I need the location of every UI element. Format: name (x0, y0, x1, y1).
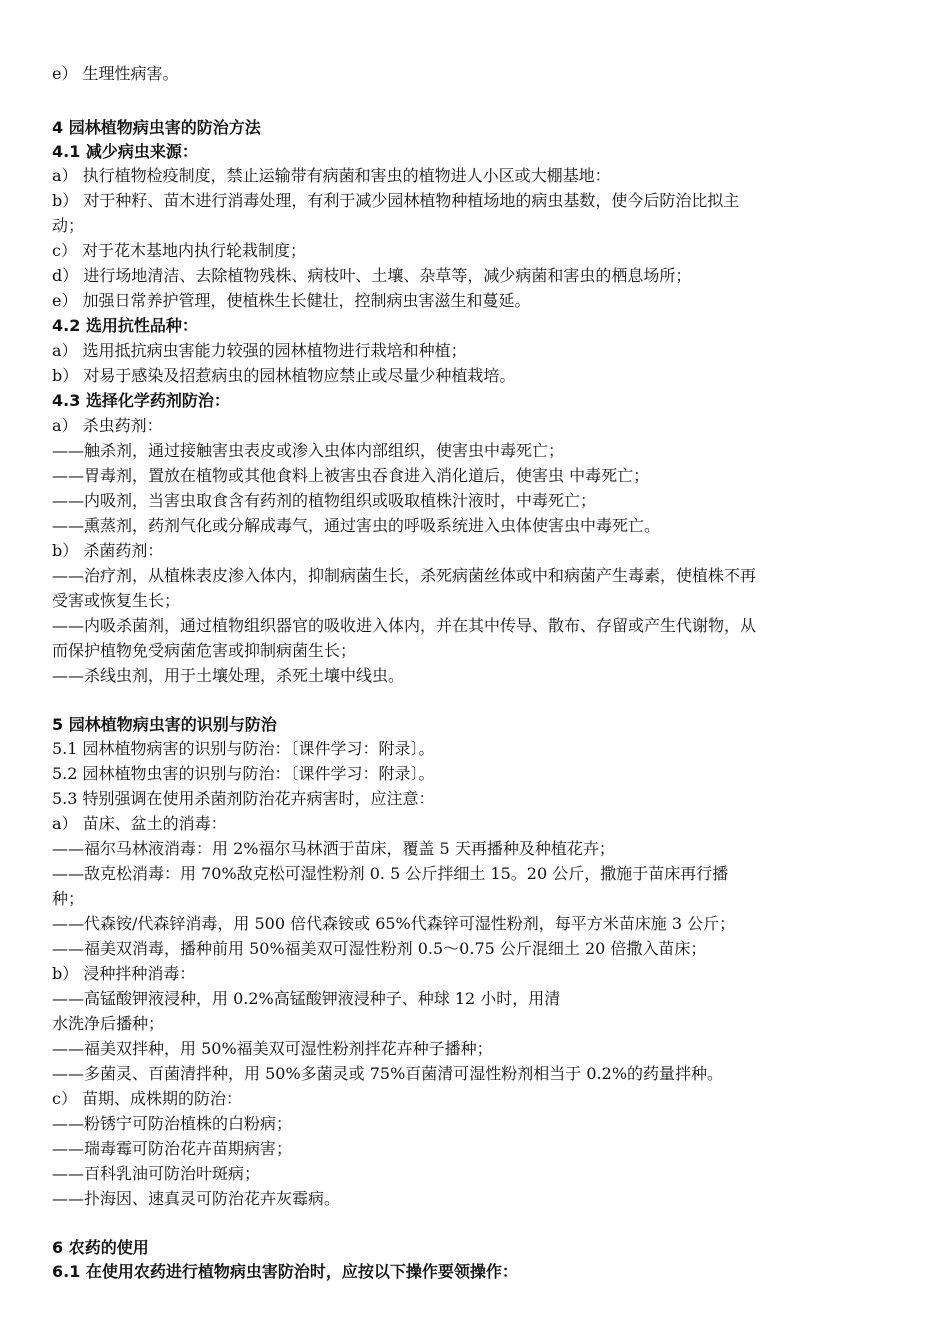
list-item: b） 对于种籽、苗木进行消毒处理，有利于减少园林植物种植场地的病虫基数，使今后防治比拟主 (52, 191, 740, 210)
list-item: a） 执行植物检疫制度，禁止运输带有病菌和害虫的植物进人小区或大棚基地： (52, 166, 611, 185)
dash-item: ——多菌灵、百菌清拌种，用 50%多菌灵或 75%百菌清可湿性粉剂相当于 0.2%的药量拌种。 (52, 1064, 724, 1083)
dash-item: ——治疗剂，从植株表皮渗入体内，抑制病菌生长，杀死病菌丝体或中和病菌产生毒素，使植株不再 (52, 566, 757, 585)
subsection-heading: 4.3 选择化学药剂防治： (52, 391, 230, 410)
section-heading: 5 园林植物病虫害的识别与防治 (52, 715, 277, 734)
dash-item: ——敌克松消毒：用 70%敌克松可湿性粉剂 0. 5 公斤拌细土 15。20 公斤，撒施于苗床再行播 (52, 864, 729, 883)
subsection-line: 5.1 园林植物病害的识别与防治：〔课件学习：附录〕。 (52, 739, 435, 758)
dash-item: ——触杀剂，通过接触害虫表皮或渗入虫体内部组织，使害虫中毒死亡； (52, 441, 565, 460)
subsection-line: 5.2 园林植物虫害的识别与防治：〔课件学习：附录〕。 (52, 764, 435, 783)
dash-item: ——百科乳油可防治叶斑病； (52, 1164, 261, 1183)
section-heading: 6 农药的使用 (52, 1238, 149, 1257)
dash-item: ——熏蒸剂，药剂气化或分解成毒气，通过害虫的呼吸系统进入虫体使害虫中毒死亡。 (52, 516, 661, 535)
subsection-heading: 6.1 在使用农药进行植物病虫害防治时，应按以下操作要领操作： (52, 1262, 518, 1281)
dash-item: ——福尔马林液消毒：用 2%福尔马林洒于苗床，覆盖 5 天再播种及种植花卉； (52, 839, 615, 858)
list-item: a） 选用抵抗病虫害能力较强的园林植物进行栽培和种植； (52, 341, 467, 360)
list-item: e） 生理性病害。 (52, 64, 179, 83)
subsection-line: 5.3 特别强调在使用杀菌剂防治花卉病害时，应注意： (52, 789, 435, 808)
dash-item: ——杀线虫剂，用于土壤处理，杀死土壤中线虫。 (52, 666, 405, 685)
list-item: a） 杀虫药剂： (52, 416, 163, 435)
subsection-heading: 4.2 选用抗性品种： (52, 316, 198, 335)
list-item: d） 进行场地清洁、去除植物残株、病枝叶、土壤、杂草等，减少病菌和害虫的栖息场所； (52, 266, 692, 285)
dash-item: ——高锰酸钾液浸种，用 0.2%高锰酸钾液浸种子、种球 12 小时，用清 (52, 989, 561, 1008)
dash-item: ——粉锈宁可防治植株的白粉病； (52, 1114, 293, 1133)
dash-item-continuation: 种； (52, 889, 85, 908)
list-item: b） 杀菌药剂： (52, 541, 164, 560)
list-item: e） 加强日常养护管理，使植株生长健壮，控制病虫害滋生和蔓延。 (52, 291, 531, 310)
dash-item: ——扑海因、速真灵可防治花卉灰霉病。 (52, 1189, 341, 1208)
dash-item: ——福美双拌种，用 50%福美双可湿性粉剂拌花卉种子播种； (52, 1039, 493, 1058)
dash-item: ——胃毒剂，置放在植物或其他食料上被害虫吞食进入消化道后，使害虫 中毒死亡； (52, 466, 650, 485)
section-heading: 4 园林植物病虫害的防治方法 (52, 118, 261, 137)
dash-item: ——内吸杀菌剂，通过植物组织器官的吸收进入体内，并在其中传导、散布、存留或产生代谢物，从 (52, 616, 757, 635)
dash-item: ——代森铵/代森锌消毒，用 500 倍代森铵或 65%代森锌可湿性粉剂，每平方米苗床施 3 公斤； (52, 914, 736, 933)
subsection-heading: 4.1 减少病虫来源： (52, 142, 198, 161)
dash-item-continuation: 而保护植物免受病菌危害或抑制病菌生长； (52, 641, 357, 660)
list-item-continuation: 动； (52, 216, 85, 235)
dash-item: ——瑞毒霉可防治花卉苗期病害； (52, 1139, 293, 1158)
list-item: c） 苗期、成株期的防治： (52, 1089, 243, 1108)
list-item: a） 苗床、盆土的消毒： (52, 814, 227, 833)
dash-item: ——福美双消毒，播种前用 50%福美双可湿性粉剂 0.5～0.75 公斤混细土 20 倍撒入苗床； (52, 939, 707, 958)
dash-item-continuation: 受害或恢复生长； (52, 591, 181, 610)
list-item: b） 浸种拌种消毒： (52, 964, 196, 983)
dash-item: ——内吸剂，当害虫取食含有药剂的植物组织或吸取植株汁液时，中毒死亡； (52, 491, 597, 510)
dash-item-continuation: 水洗净后播种； (52, 1014, 165, 1033)
list-item: b） 对易于感染及招惹病虫的园林植物应禁止或尽量少种植栽培。 (52, 366, 516, 385)
list-item: c） 对于花木基地内执行轮栽制度； (52, 241, 307, 260)
